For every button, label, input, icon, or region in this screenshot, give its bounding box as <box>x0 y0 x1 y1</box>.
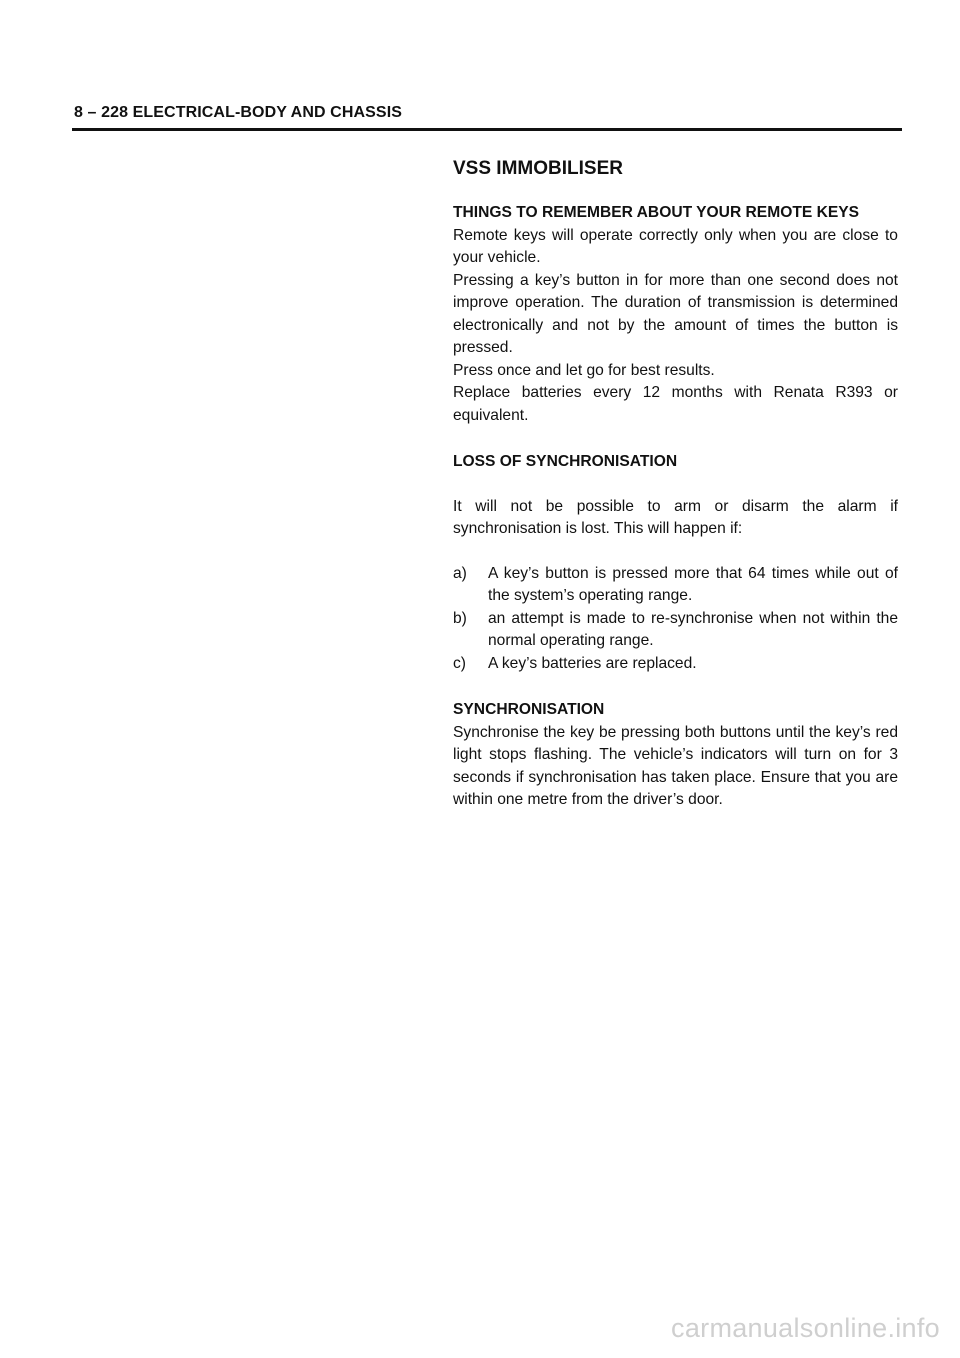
remote-keys-paragraph: Replace batteries every 12 months with Renata R393 or equivalent. <box>453 384 898 424</box>
page-header: 8 – 228 ELECTRICAL-BODY AND CHASSIS <box>74 104 403 121</box>
remote-keys-paragraph: Pressing a key’s button in for more than one second does not improve operation. The duration of transmission is determined electronically and not by the amount of times the button is pressed. <box>453 271 898 356</box>
list-marker: a) <box>453 564 467 582</box>
remote-keys-paragraph: Press once and let go for best results. <box>453 361 715 379</box>
list-item-text: A key’s button is pressed more that 64 times while out of the system’s operating range. <box>488 564 898 604</box>
site-watermark: carmanualsonline.info <box>671 1313 940 1343</box>
remote-keys-heading: THINGS TO REMEMBER ABOUT YOUR REMOTE KEYS <box>453 204 860 221</box>
list-marker: c) <box>453 654 466 672</box>
header-divider <box>72 128 902 131</box>
synchronisation-text: Synchronise the key be pressing both buttons until the key’s red light stops flashing. The vehicle’s indicators will turn on for 3 seconds if synchronisation has taken place. Ensure that you are within one metre from the driver’s door. <box>453 723 898 808</box>
list-marker: b) <box>453 609 467 627</box>
spacer <box>453 427 898 451</box>
section-title: VSS IMMOBILISER <box>453 158 623 179</box>
list-item-text: A key’s batteries are replaced. <box>488 654 697 672</box>
remote-keys-paragraph: Remote keys will operate correctly only when you are close to your vehicle. <box>453 226 898 266</box>
loss-of-sync-intro: It will not be possible to arm or disarm the alarm if synchronisation is lost. This will happen if: <box>453 497 898 537</box>
list-item-text: an attempt is made to re-synchronise when not within the normal operating range. <box>488 609 898 649</box>
main-content <box>453 156 898 812</box>
list-item <box>453 608 898 653</box>
spacer <box>453 675 898 699</box>
spacer <box>453 541 898 563</box>
loss-of-sync-heading: LOSS OF SYNCHRONISATION <box>453 453 678 470</box>
synchronisation-heading: SYNCHRONISATION <box>453 701 605 718</box>
spacer <box>453 474 898 496</box>
list-item <box>453 653 898 676</box>
list-item <box>453 563 898 608</box>
